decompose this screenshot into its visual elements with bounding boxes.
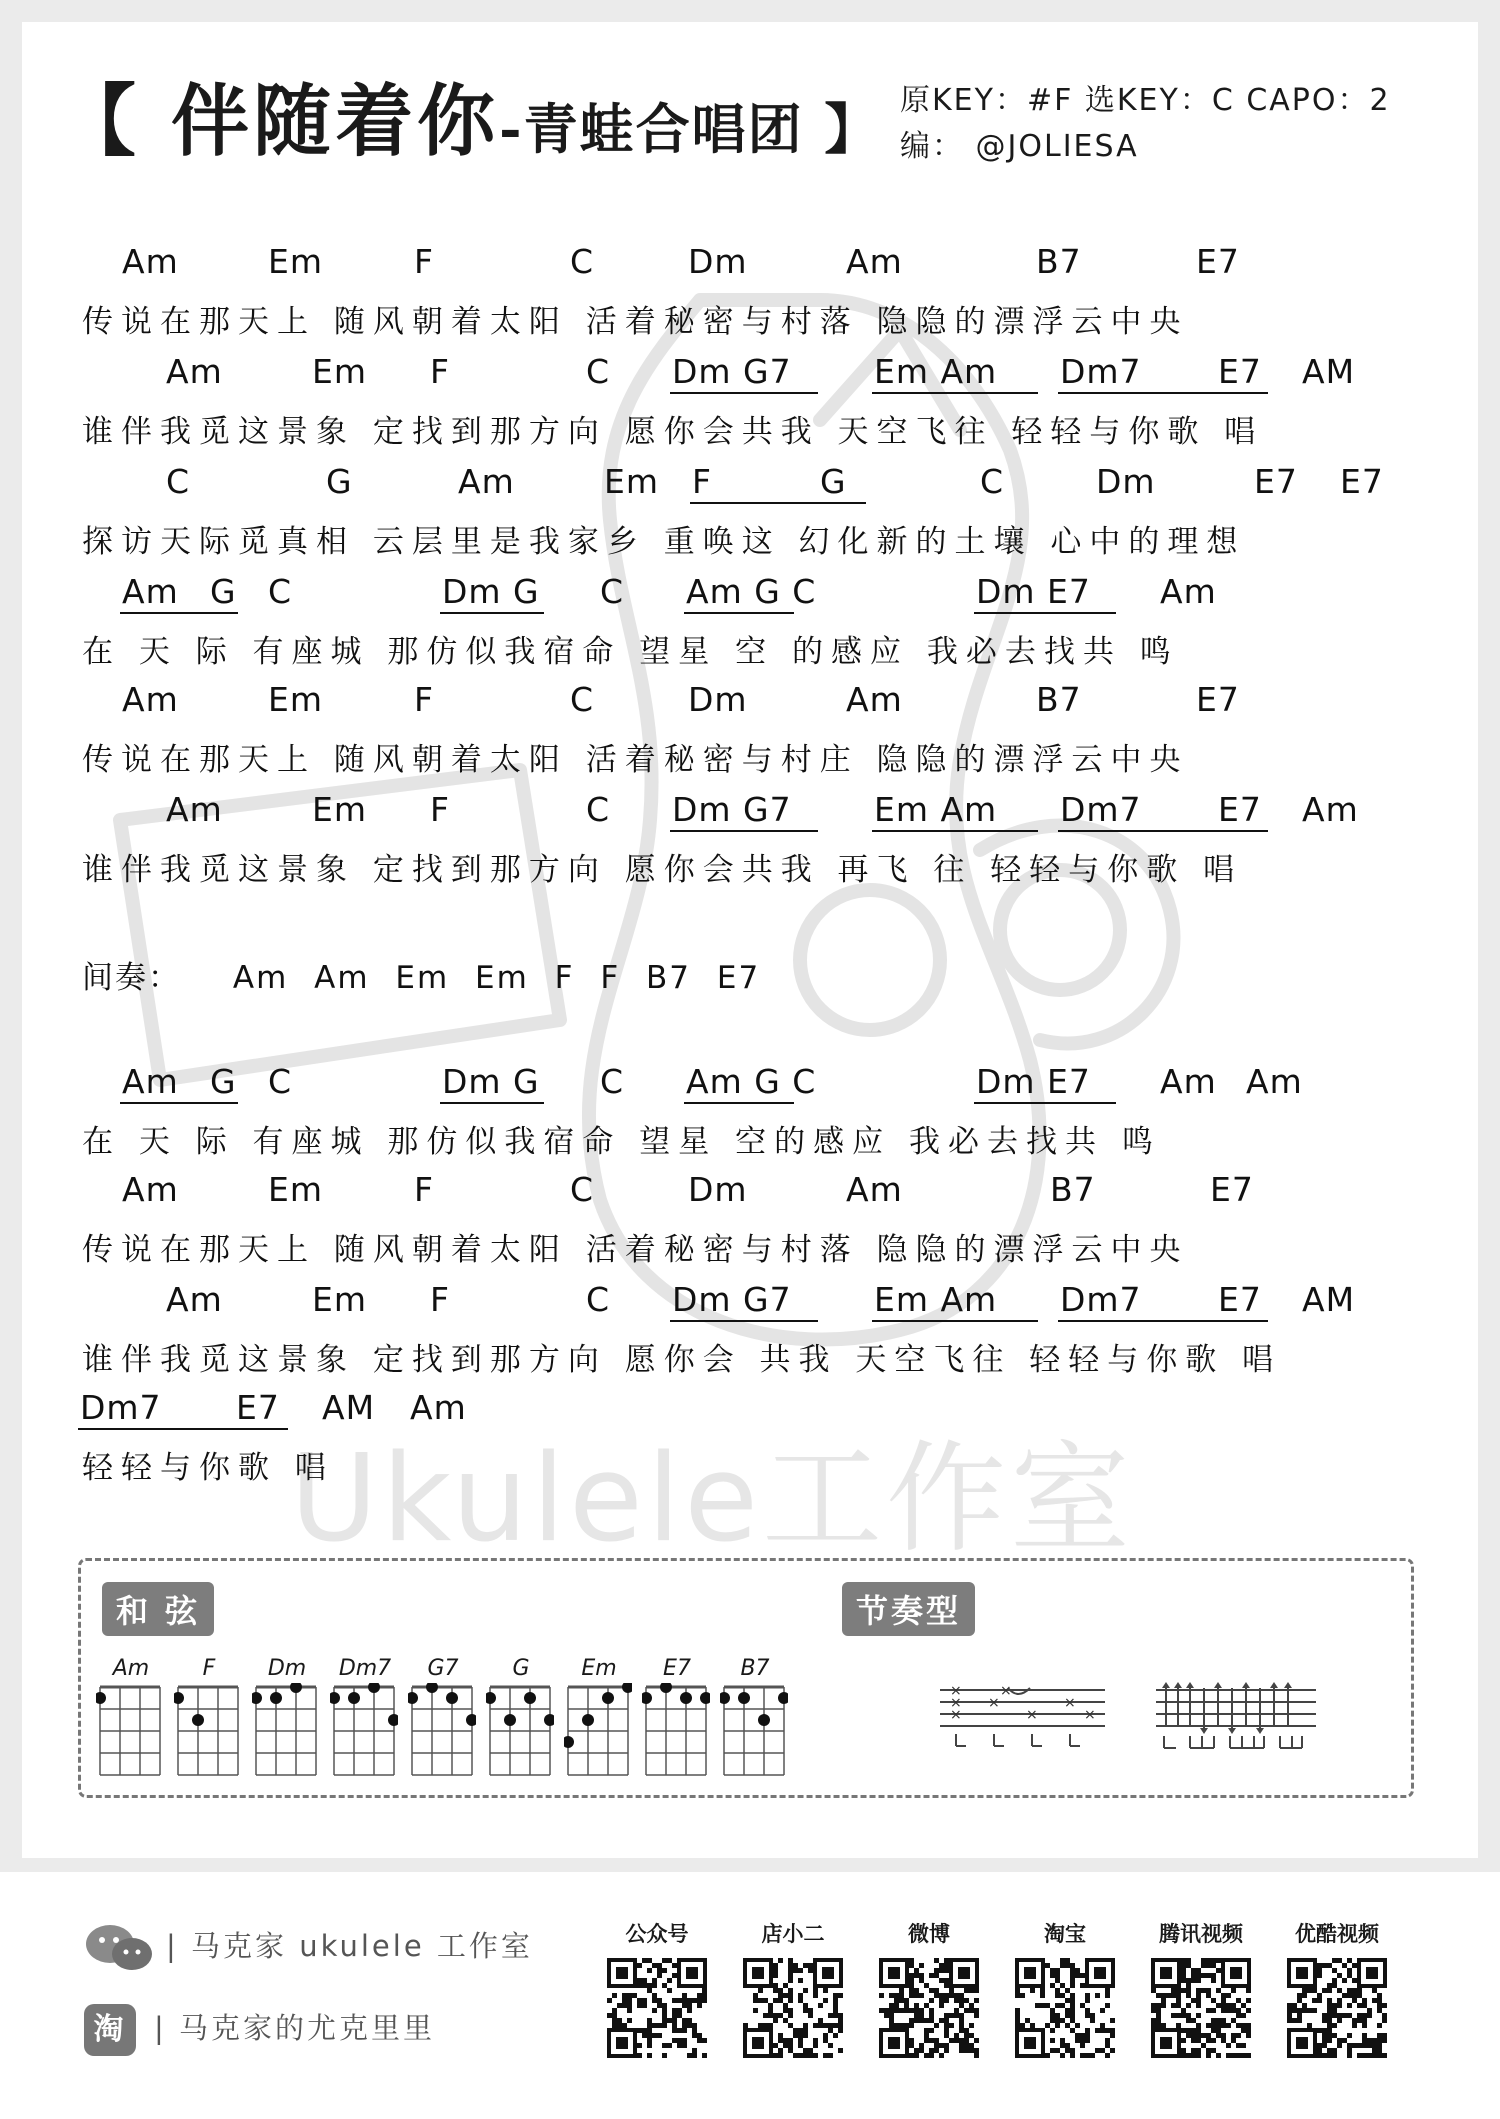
qr-code-icon bbox=[743, 1958, 843, 2058]
key-line: 原KEY：#F 选KEY：C CAPO：2 bbox=[900, 83, 1391, 118]
chord-diagram-g7 bbox=[408, 1656, 478, 1783]
chord-underline bbox=[872, 392, 1038, 394]
chord-label: Am bbox=[122, 1170, 179, 1209]
finger-dot bbox=[270, 1692, 282, 1704]
chord-label: Dm E7 bbox=[976, 572, 1091, 611]
finger-dot bbox=[408, 1692, 418, 1704]
chord-label: B7 bbox=[1050, 1170, 1096, 1209]
chord-label: Am bbox=[846, 242, 903, 281]
chord-underline bbox=[120, 1102, 238, 1104]
finger-dot bbox=[504, 1714, 516, 1726]
chord-label: Dm G7 bbox=[672, 352, 792, 391]
lyric-line-4: 在 天 际 有座城 那仿似我宿命 望星 空 的感应 我必去找共 鸣 bbox=[82, 634, 1179, 670]
chord-underline bbox=[120, 612, 238, 614]
svg-text:×: × bbox=[1000, 1683, 1012, 1699]
chord-diagram-e7 bbox=[642, 1656, 712, 1783]
chord-underline bbox=[690, 502, 866, 504]
rhythm-tag: 节奏型 bbox=[842, 1582, 975, 1636]
chord-label: Em Am bbox=[874, 352, 998, 391]
finger-dot bbox=[290, 1683, 302, 1693]
chord-label: Em Am bbox=[874, 1280, 998, 1319]
chord-label: Em bbox=[312, 1280, 367, 1319]
finger-dot bbox=[348, 1692, 360, 1704]
qr-label: 腾讯视频 bbox=[1159, 1922, 1243, 1946]
qr-code-item[interactable] bbox=[1282, 1918, 1392, 2058]
chord-diagram-f bbox=[174, 1656, 244, 1783]
finger-dot bbox=[192, 1714, 204, 1726]
finger-dot bbox=[680, 1692, 692, 1704]
finger-dot bbox=[622, 1683, 632, 1693]
key-info bbox=[900, 78, 1391, 170]
finger-dot bbox=[388, 1714, 398, 1726]
chord-label: F bbox=[414, 680, 434, 719]
chord-label: E7 bbox=[1218, 790, 1262, 829]
chord-label: Dm7 bbox=[80, 1388, 162, 1427]
finger-dot bbox=[466, 1714, 476, 1726]
editor-line: 编： @JOLIESA bbox=[900, 129, 1139, 164]
chord-label: C bbox=[586, 790, 611, 829]
qr-code-icon bbox=[1287, 1958, 1387, 2058]
chord-label: F bbox=[430, 352, 450, 391]
chord-diagram-label: Dm bbox=[267, 1656, 307, 1681]
chord-label: Dm E7 bbox=[976, 1062, 1091, 1101]
chord-label: Em bbox=[268, 1170, 323, 1209]
finger-dot bbox=[174, 1692, 184, 1704]
chord-underline bbox=[1058, 830, 1268, 832]
chord-diagram-label: Em bbox=[581, 1656, 617, 1681]
chord-label: C bbox=[570, 242, 595, 281]
chord-label: Am G C bbox=[686, 1062, 817, 1101]
chord-label: Dm7 bbox=[1060, 352, 1142, 391]
chord-label: C bbox=[570, 680, 595, 719]
qr-label: 微博 bbox=[908, 1922, 950, 1946]
chord-label: Am G C bbox=[686, 572, 817, 611]
chord-label: Em bbox=[268, 680, 323, 719]
chord-label: Em bbox=[312, 790, 367, 829]
chord-label: Dm bbox=[688, 680, 748, 719]
lyric-line-10: 轻轻与你歌 唱 bbox=[82, 1450, 334, 1486]
wechat-row bbox=[84, 1922, 533, 1974]
chord-label: Am bbox=[458, 462, 515, 501]
lyric-line-5: 传说在那天上 随风朝着太阳 活着秘密与村庄 隐隐的漂浮云中央 bbox=[82, 742, 1189, 778]
svg-text:×: × bbox=[1026, 1707, 1038, 1723]
chord-label: G bbox=[820, 462, 847, 501]
chord-label: C bbox=[586, 1280, 611, 1319]
chord-label: Am bbox=[846, 1170, 903, 1209]
chord-diagram-b7 bbox=[720, 1656, 790, 1783]
finger-dot bbox=[564, 1736, 574, 1748]
chord-underline bbox=[78, 1428, 288, 1430]
chord-label: Dm G7 bbox=[672, 790, 792, 829]
interlude-label: 间奏： bbox=[82, 960, 181, 996]
qr-code-icon bbox=[879, 1958, 979, 2058]
chord-label: Em Am bbox=[874, 790, 998, 829]
qr-code-item[interactable] bbox=[1010, 1918, 1120, 2058]
qr-label: 优酷视频 bbox=[1295, 1922, 1379, 1946]
chord-diagram-em bbox=[564, 1656, 634, 1783]
finger-dot bbox=[330, 1692, 340, 1704]
finger-dot bbox=[738, 1692, 750, 1704]
chord-label: Dm bbox=[688, 242, 748, 281]
chord-label: Am bbox=[1302, 790, 1359, 829]
finger-dot bbox=[426, 1683, 438, 1693]
chord-label: Am bbox=[122, 680, 179, 719]
chord-label: F bbox=[430, 790, 450, 829]
song-name: 【 伴随着你 bbox=[58, 76, 500, 167]
chord-label: Dm7 bbox=[1060, 1280, 1142, 1319]
chord-label: C bbox=[600, 572, 625, 611]
chord-diagram-label: G7 bbox=[427, 1656, 459, 1681]
chord-label: Dm G7 bbox=[672, 1280, 792, 1319]
qr-code-icon bbox=[1151, 1958, 1251, 2058]
chord-label: F bbox=[414, 242, 434, 281]
qr-code-item[interactable] bbox=[874, 1918, 984, 2058]
lyric-line-3: 探访天际觅真相 云层里是我家乡 重唤这 幻化新的土壤 心中的理想 bbox=[82, 524, 1246, 560]
lyric-line-6: 谁伴我觅这景象 定找到那方向 愿你会共我 再飞 往 轻轻与你歌 唱 bbox=[82, 852, 1243, 888]
svg-text:×: × bbox=[950, 1683, 962, 1699]
chord-diagram-label: Am bbox=[112, 1656, 150, 1681]
qr-code-item[interactable] bbox=[1146, 1918, 1256, 2058]
finger-dot bbox=[778, 1692, 788, 1704]
finger-dot bbox=[368, 1683, 380, 1693]
taobao-text: | 马克家的尤克里里 bbox=[154, 2011, 435, 2045]
interlude-chords: Am Am Em Em F F B7 E7 bbox=[232, 960, 761, 996]
svg-text:×: × bbox=[988, 1695, 1000, 1711]
finger-dot bbox=[642, 1692, 652, 1704]
chord-label: AM bbox=[322, 1388, 376, 1427]
song-title bbox=[58, 72, 880, 179]
chord-label: G bbox=[210, 1062, 237, 1101]
chord-label: G bbox=[210, 572, 237, 611]
chord-label: Dm G bbox=[442, 572, 540, 611]
chord-label: E7 bbox=[1254, 462, 1298, 501]
chord-label: F bbox=[414, 1170, 434, 1209]
chord-label: F bbox=[692, 462, 712, 501]
chord-label: E7 bbox=[236, 1388, 280, 1427]
finger-dot bbox=[524, 1692, 536, 1704]
chord-diagram-dm bbox=[252, 1656, 322, 1783]
fretboard-grid bbox=[720, 1683, 788, 1779]
wechat-icon bbox=[84, 1922, 156, 1974]
chord-label: Am bbox=[166, 1280, 223, 1319]
chord-label: E7 bbox=[1218, 352, 1262, 391]
chord-label: B7 bbox=[1036, 242, 1082, 281]
artist-name: -青蛙合唱团 】 bbox=[499, 97, 881, 161]
chord-label: C bbox=[166, 462, 191, 501]
svg-text:×: × bbox=[1084, 1707, 1096, 1723]
qr-label: 公众号 bbox=[625, 1922, 689, 1946]
chord-underline bbox=[440, 1102, 544, 1104]
finger-dot bbox=[446, 1692, 458, 1704]
fretboard-grid bbox=[486, 1683, 554, 1779]
chord-label: Am bbox=[410, 1388, 467, 1427]
chord-underline bbox=[440, 612, 544, 614]
qr-code-icon bbox=[607, 1958, 707, 2058]
finger-dot bbox=[720, 1692, 730, 1704]
chord-underline bbox=[974, 1102, 1116, 1104]
chord-diagram-label: G bbox=[512, 1656, 530, 1681]
chord-underline bbox=[670, 1320, 818, 1322]
chord-underline bbox=[1058, 1320, 1268, 1322]
chord-label: E7 bbox=[1196, 242, 1240, 281]
qr-label: 淘宝 bbox=[1044, 1922, 1086, 1946]
chord-underline bbox=[872, 1320, 1038, 1322]
finger-dot bbox=[96, 1692, 106, 1704]
chord-underline bbox=[684, 1102, 794, 1104]
chord-label: Am bbox=[122, 242, 179, 281]
chord-diagram-g bbox=[486, 1656, 556, 1783]
chord-label: Am bbox=[846, 680, 903, 719]
finger-dot bbox=[602, 1692, 614, 1704]
chord-label: Am bbox=[1160, 1062, 1217, 1101]
rhythm-pattern-1 bbox=[940, 1680, 1120, 1760]
fretboard-grid bbox=[564, 1683, 632, 1779]
chord-underline bbox=[872, 830, 1038, 832]
lyric-line-1: 传说在那天上 随风朝着太阳 活着秘密与村落 隐隐的漂浮云中央 bbox=[82, 304, 1189, 340]
chord-label: Em bbox=[268, 242, 323, 281]
chord-label: E7 bbox=[1340, 462, 1384, 501]
finger-dot bbox=[252, 1692, 262, 1704]
lyric-line-8: 传说在那天上 随风朝着太阳 活着秘密与村落 隐隐的漂浮云中央 bbox=[82, 1232, 1189, 1268]
chord-label: C bbox=[600, 1062, 625, 1101]
chord-underline bbox=[670, 392, 818, 394]
chord-diagram-label: E7 bbox=[663, 1656, 691, 1681]
chord-label: Em bbox=[604, 462, 659, 501]
fretboard-grid bbox=[642, 1683, 710, 1779]
chord-underline bbox=[670, 830, 818, 832]
chord-label: E7 bbox=[1218, 1280, 1262, 1319]
chord-label: C bbox=[268, 572, 293, 611]
fretboard-grid bbox=[330, 1683, 398, 1779]
fretboard-grid bbox=[174, 1683, 242, 1779]
qr-code-item[interactable] bbox=[602, 1918, 712, 2058]
finger-dot bbox=[582, 1714, 594, 1726]
chord-label: C bbox=[586, 352, 611, 391]
watermark-text: Ukulele工作室 bbox=[290, 1430, 1135, 1569]
chord-diagram-label: B7 bbox=[740, 1656, 770, 1681]
chords-tag: 和 弦 bbox=[102, 1582, 214, 1636]
chord-label: E7 bbox=[1196, 680, 1240, 719]
chord-label: Em bbox=[312, 352, 367, 391]
svg-text:×: × bbox=[1064, 1695, 1076, 1711]
chord-label: Am bbox=[166, 790, 223, 829]
finger-dot bbox=[758, 1714, 770, 1726]
finger-dot bbox=[660, 1683, 672, 1693]
chord-label: C bbox=[268, 1062, 293, 1101]
qr-code-item[interactable] bbox=[738, 1918, 848, 2058]
fretboard-grid bbox=[252, 1683, 320, 1779]
chord-diagram-label: Dm7 bbox=[338, 1656, 392, 1681]
chord-label: F bbox=[430, 1280, 450, 1319]
fretboard-grid bbox=[96, 1683, 164, 1779]
chord-underline bbox=[1058, 392, 1268, 394]
chord-label: Am bbox=[122, 1062, 179, 1101]
chord-label: Am bbox=[1160, 572, 1217, 611]
finger-dot bbox=[544, 1714, 554, 1726]
chord-diagram-label: F bbox=[202, 1656, 216, 1681]
lyric-line-9: 谁伴我觅这景象 定找到那方向 愿你会 共我 天空飞往 轻轻与你歌 唱 bbox=[82, 1342, 1282, 1378]
chord-label: AM bbox=[1302, 352, 1356, 391]
interlude-line bbox=[82, 952, 760, 997]
chord-diagram-dm7 bbox=[330, 1656, 400, 1783]
taobao-icon: 淘 bbox=[84, 2004, 136, 2056]
chord-diagram-am bbox=[96, 1656, 166, 1783]
lyric-line-2: 谁伴我觅这景象 定找到那方向 愿你会共我 天空飞往 轻轻与你歌 唱 bbox=[82, 414, 1264, 450]
chord-underline bbox=[974, 612, 1116, 614]
chord-label: E7 bbox=[1210, 1170, 1254, 1209]
chord-underline bbox=[684, 612, 794, 614]
svg-text:×: × bbox=[950, 1707, 962, 1723]
lyric-line-7: 在 天 际 有座城 那仿似我宿命 望星 空的感应 我必去找共 鸣 bbox=[82, 1124, 1161, 1160]
chord-label: Am bbox=[1246, 1062, 1303, 1101]
svg-text:×: × bbox=[950, 1695, 962, 1711]
wechat-text: | 马克家 ukulele 工作室 bbox=[166, 1929, 533, 1963]
taobao-row bbox=[84, 2004, 435, 2056]
chord-label: Dm G bbox=[442, 1062, 540, 1101]
chord-label: B7 bbox=[1036, 680, 1082, 719]
chord-label: Dm7 bbox=[1060, 790, 1142, 829]
rhythm-pattern-2 bbox=[1156, 1680, 1326, 1760]
chord-label: C bbox=[570, 1170, 595, 1209]
finger-dot bbox=[486, 1692, 496, 1704]
chord-label: Am bbox=[166, 352, 223, 391]
finger-dot bbox=[700, 1692, 710, 1704]
chord-label: C bbox=[980, 462, 1005, 501]
chord-label: Am bbox=[122, 572, 179, 611]
chord-label: AM bbox=[1302, 1280, 1356, 1319]
chord-label: Dm bbox=[1096, 462, 1156, 501]
fretboard-grid bbox=[408, 1683, 476, 1779]
qr-code-icon bbox=[1015, 1958, 1115, 2058]
chord-label: G bbox=[326, 462, 353, 501]
qr-label: 店小二 bbox=[761, 1922, 825, 1946]
chord-label: Dm bbox=[688, 1170, 748, 1209]
